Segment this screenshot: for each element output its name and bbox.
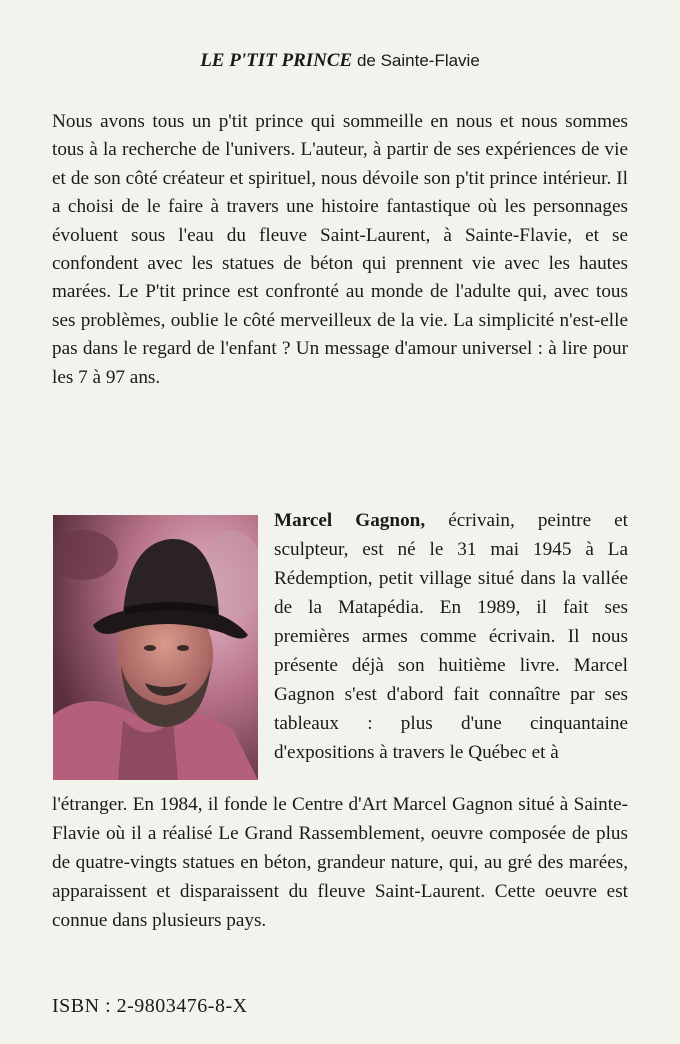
author-bio-part1: écrivain, peintre et sculpteur, est né le 31 mai 1945 à La Rédemption, petit village situé dans la vallée de la Matapédia. En 1989, il fait ses premières armes comme écrivain. Il nous présente déjà son huitième livre. Marcel Gagnon s'est d'abord fait connaître par ses tableaux : plus d'une cinquantaine d'expositions à travers le Québec et à <box>274 510 628 763</box>
author-bio-beside-photo <box>274 506 628 767</box>
book-summary: Nous avons tous un p'tit prince qui sommeille en nous et nous sommes tous à la recherche de l'univers. L'auteur, à partir de ses expériences de vie et de son côté créateur et spirituel, nous dévoile son p'tit prince intérieur. Il a choisi de le faire à travers une histoire fantastique où les personnages évoluent sous l'eau du fleuve Saint-Laurent, à Sainte-Flavie, et se confondent avec les statues de béton qui prennent vie avec les hautes marées. Le P'tit prince est confronté au monde de l'adulte qui, avec tous ses problèmes, oublie le côté merveilleux de la vie. La simplicité n'est-elle pas dans le regard de l'enfant ? Un message d'amour universel : à lire pour les 7 à 97 ans. <box>52 111 628 388</box>
isbn: ISBN : 2-9803476-8-X <box>52 995 248 1017</box>
book-title-main: LE P'TIT PRINCE <box>200 50 353 71</box>
book-title <box>0 50 680 72</box>
author-name: Marcel Gagnon, <box>274 510 426 531</box>
author-bio-below-photo: l'étranger. En 1984, il fonde le Centre d'Art Marcel Gagnon situé à Sainte-Flavie où il a réalisé Le Grand Rassemblement, oeuvre composée de plus de quatre-vingts statues en béton, grandeur nature, qui, au gré des marées, apparaissent et disparaissent du fleuve Saint-Laurent. Cette oeuvre est connue dans plusieurs pays. <box>52 794 628 931</box>
book-title-suffix: de Sainte-Flavie <box>352 51 480 70</box>
author-photo <box>53 515 258 780</box>
